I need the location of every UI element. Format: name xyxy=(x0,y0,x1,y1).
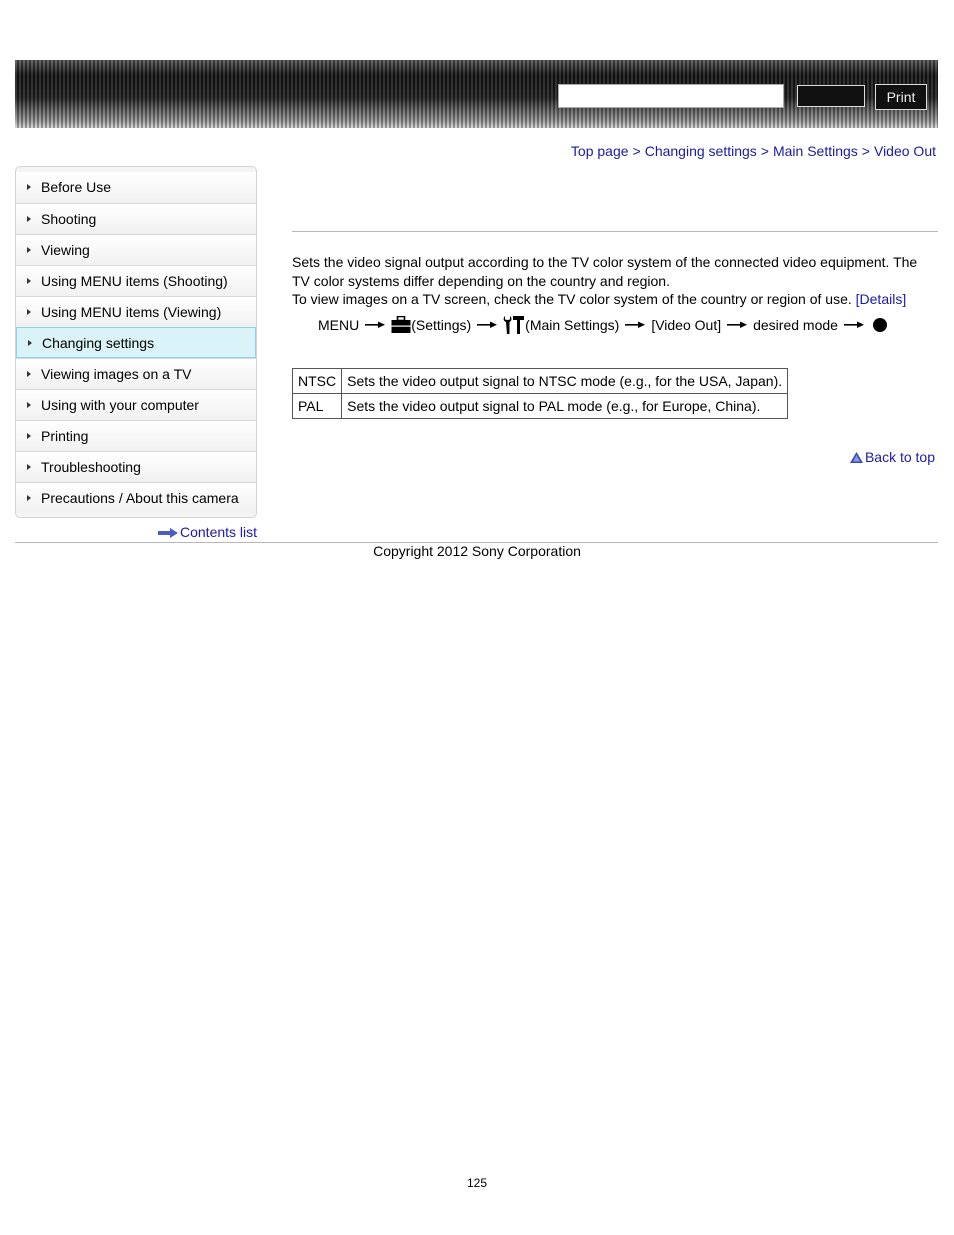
arrow-right-icon xyxy=(625,321,645,329)
title-divider xyxy=(292,231,938,232)
sidebar-item-label: Troubleshooting xyxy=(41,459,141,475)
description-paragraph: Sets the video signal output according to the TV color system of the connected video equipment. The TV color systems differ depending on the country and region. xyxy=(292,254,918,289)
triangle-right-icon xyxy=(27,184,31,190)
search-button[interactable] xyxy=(797,85,865,107)
sidebar-item-label: Viewing images on a TV xyxy=(41,366,192,382)
mode-name-cell: PAL xyxy=(293,394,342,419)
mode-name-cell: NTSC xyxy=(293,369,342,394)
arrow-right-icon xyxy=(365,321,385,329)
copyright-text: Copyright 2012 Sony Corporation xyxy=(373,543,581,559)
main-settings-label: (Main Settings) xyxy=(525,317,620,333)
tv-color-note xyxy=(292,290,932,309)
sidebar-item-label: Shooting xyxy=(41,211,97,227)
sidebar-item-label: Using MENU items (Viewing) xyxy=(41,304,222,320)
table-row xyxy=(293,394,788,419)
sidebar-item-computer[interactable] xyxy=(16,389,256,420)
video-out-label: [Video Out] xyxy=(651,317,722,333)
triangle-right-icon xyxy=(27,247,31,253)
breadcrumb-changing-settings[interactable]: Changing settings xyxy=(644,143,757,159)
sidebar-item-label: Using MENU items (Shooting) xyxy=(41,273,228,289)
arrow-right-icon xyxy=(158,528,178,538)
triangle-up-icon xyxy=(850,452,863,463)
sidebar-item-label: Printing xyxy=(41,428,89,444)
menu-path xyxy=(318,312,888,338)
breadcrumb xyxy=(571,143,936,159)
back-to-top-label: Back to top xyxy=(864,449,935,465)
sidebar-nav xyxy=(15,166,257,518)
breadcrumb-main-settings[interactable]: Main Settings xyxy=(772,143,858,159)
sidebar-item-label: Viewing xyxy=(41,242,90,258)
page-number: 125 xyxy=(466,1176,488,1190)
tv-color-note-text: To view images on a TV screen, check the TV color system of the country or region of use. xyxy=(292,291,852,307)
triangle-right-icon xyxy=(27,278,31,284)
triangle-right-icon xyxy=(27,402,31,408)
search-input[interactable] xyxy=(558,84,784,108)
contents-list-label: Contents list xyxy=(180,524,258,540)
settings-label: (Settings) xyxy=(411,317,472,333)
sidebar-item-printing[interactable] xyxy=(16,420,256,451)
sidebar-item-before-use[interactable] xyxy=(16,172,256,203)
video-mode-table xyxy=(292,368,788,419)
contents-list-link[interactable] xyxy=(158,524,257,540)
arrow-right-icon xyxy=(727,321,747,329)
sidebar-item-label: Changing settings xyxy=(42,335,155,351)
sidebar-item-label: Before Use xyxy=(41,179,112,195)
sidebar-item-viewing-on-tv[interactable] xyxy=(16,358,256,389)
table-row xyxy=(293,369,788,394)
sidebar-item-viewing[interactable] xyxy=(16,234,256,265)
details-link[interactable]: [Details] xyxy=(855,291,907,307)
sidebar-item-changing-settings[interactable] xyxy=(16,327,256,358)
triangle-right-icon xyxy=(27,216,31,222)
sidebar-item-precautions[interactable] xyxy=(16,482,256,513)
mode-description-cell: Sets the video output signal to PAL mode (e.g., for Europe, China). xyxy=(342,394,788,419)
back-to-top-link[interactable] xyxy=(850,449,935,465)
triangle-right-icon xyxy=(28,340,32,346)
triangle-right-icon xyxy=(27,495,31,501)
print-button[interactable]: Print xyxy=(875,84,927,110)
mode-description-cell: Sets the video output signal to NTSC mode (e.g., for the USA, Japan). xyxy=(342,369,788,394)
breadcrumb-separator: > xyxy=(861,143,870,159)
sidebar-item-label: Using with your computer xyxy=(41,397,199,413)
center-button-icon xyxy=(872,317,888,333)
page-header xyxy=(15,60,938,128)
arrow-right-icon xyxy=(844,321,864,329)
sidebar-item-troubleshooting[interactable] xyxy=(16,451,256,482)
triangle-right-icon xyxy=(27,371,31,377)
sidebar-item-shooting[interactable] xyxy=(16,203,256,234)
toolbox-icon xyxy=(391,316,411,334)
breadcrumb-separator: > xyxy=(760,143,769,159)
arrow-right-icon xyxy=(477,321,497,329)
breadcrumb-separator: > xyxy=(632,143,641,159)
menu-label: MENU xyxy=(318,317,360,333)
sidebar-item-menu-shooting[interactable] xyxy=(16,265,256,296)
wrench-hammer-icon xyxy=(503,315,525,335)
triangle-right-icon xyxy=(27,309,31,315)
breadcrumb-top-page[interactable]: Top page xyxy=(570,143,629,159)
triangle-right-icon xyxy=(27,464,31,470)
sidebar-item-menu-viewing[interactable] xyxy=(16,296,256,327)
breadcrumb-video-out[interactable]: Video Out xyxy=(873,143,936,159)
triangle-right-icon xyxy=(27,433,31,439)
sidebar-item-label: Precautions / About this camera xyxy=(41,490,239,506)
desired-mode-label: desired mode xyxy=(753,317,838,333)
